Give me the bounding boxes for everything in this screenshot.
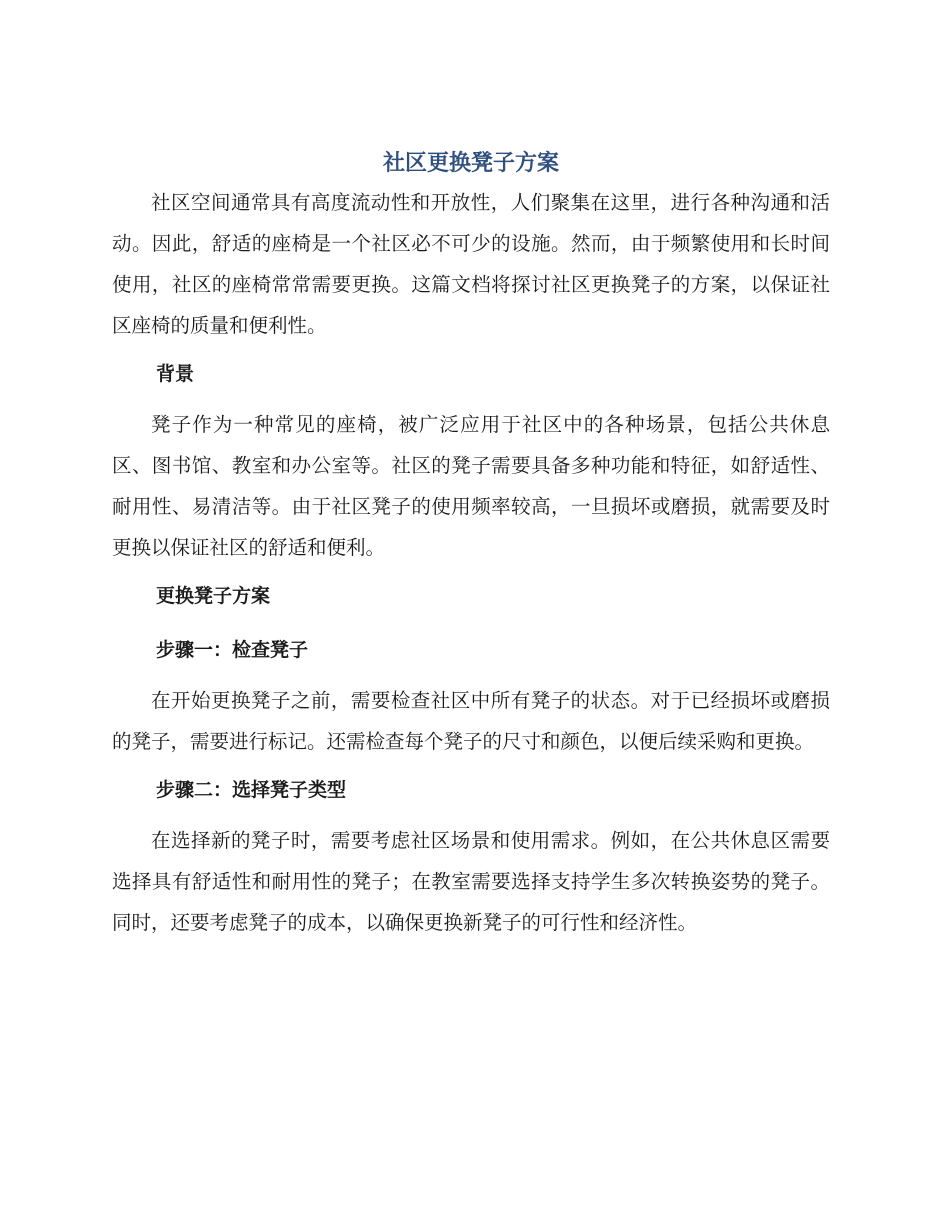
background-paragraph: 凳子作为一种常见的座椅，被广泛应用于社区中的各种场景，包括公共休息区、图书馆、教室和办公室等。社区的凳子需要具备多种功能和特征，如舒适性、耐用性、易清洁等。由于社区凳子的使用频率较高，一旦损坏或磨损，就需要及时更换以保证社区的舒适和便利。 [112, 413, 830, 559]
step1-paragraph: 在开始更换凳子之前，需要检查社区中所有凳子的状态。对于已经损坏或磨损的凳子，需要进行标记。还需检查每个凳子的尺寸和颜色，以便后续采购和更换。 [112, 689, 830, 753]
section-heading-plan: 更换凳子方案 [156, 585, 271, 607]
document-page [112, 146, 830, 943]
intro-paragraph: 社区空间通常具有高度流动性和开放性，人们聚集在这里，进行各种沟通和活动。因此，舒适的座椅是一个社区必不可少的设施。然而，由于频繁使用和长时间使用，社区的座椅常常需要更换。这篇文档将探讨社区更换凳子的方案，以保证社区座椅的质量和便利性。 [112, 191, 830, 337]
document-title: 社区更换凳子方案 [382, 151, 559, 176]
step2-heading: 步骤二：选择凳子类型 [156, 779, 347, 801]
step2-paragraph: 在选择新的凳子时，需要考虑社区场景和使用需求。例如，在公共休息区需要选择具有舒适性和耐用性的凳子；在教室需要选择支持学生多次转换姿势的凳子。同时，还要考虑凳子的成本，以确保更换新凳子的可行性和经济性。 [112, 829, 830, 934]
step1-heading: 步骤一：检查凳子 [156, 639, 309, 661]
section-heading-background: 背景 [156, 363, 195, 385]
